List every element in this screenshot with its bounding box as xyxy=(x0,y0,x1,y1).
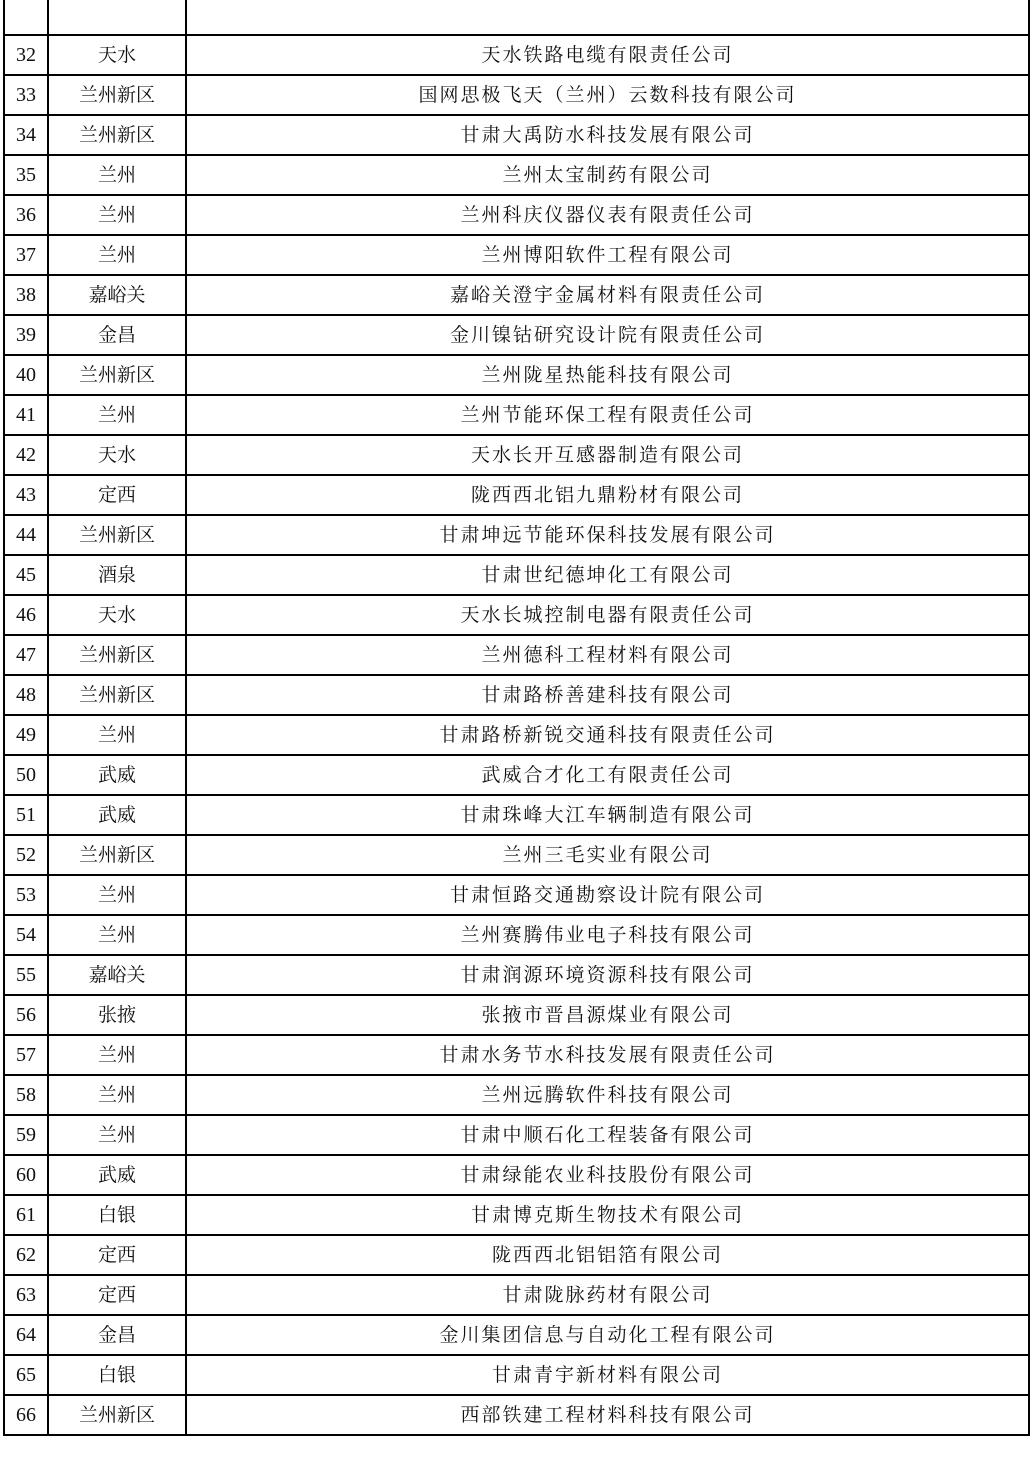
row-number-cell: 49 xyxy=(4,715,48,755)
region-cell: 兰州 xyxy=(48,715,186,755)
row-number-cell: 59 xyxy=(4,1115,48,1155)
table-row xyxy=(4,1355,1029,1395)
table-row xyxy=(4,555,1029,595)
row-number-cell: 57 xyxy=(4,1035,48,1075)
region-cell: 兰州 xyxy=(48,915,186,955)
region-cell: 兰州 xyxy=(48,235,186,275)
company-name-cell: 甘肃珠峰大江车辆制造有限公司 xyxy=(186,795,1029,835)
table-row-partial xyxy=(4,0,1029,35)
row-number-cell: 41 xyxy=(4,395,48,435)
region-cell: 兰州 xyxy=(48,875,186,915)
row-number-cell: 54 xyxy=(4,915,48,955)
region-cell: 兰州新区 xyxy=(48,635,186,675)
table-row xyxy=(4,755,1029,795)
table-row xyxy=(4,1035,1029,1075)
company-name-cell: 兰州远腾软件科技有限公司 xyxy=(186,1075,1029,1115)
row-number-cell: 65 xyxy=(4,1355,48,1395)
row-number-cell: 43 xyxy=(4,475,48,515)
row-number-cell: 52 xyxy=(4,835,48,875)
table-row xyxy=(4,1155,1029,1195)
row-number-cell: 61 xyxy=(4,1195,48,1235)
company-name-cell: 甘肃世纪德坤化工有限公司 xyxy=(186,555,1029,595)
table-row xyxy=(4,35,1029,75)
region-cell: 天水 xyxy=(48,595,186,635)
table-body xyxy=(4,0,1029,1435)
region-cell: 金昌 xyxy=(48,315,186,355)
region-cell: 定西 xyxy=(48,1235,186,1275)
table-row xyxy=(4,635,1029,675)
row-number-cell: 63 xyxy=(4,1275,48,1315)
company-name-cell: 甘肃青宇新材料有限公司 xyxy=(186,1355,1029,1395)
company-name-cell: 甘肃陇脉药材有限公司 xyxy=(186,1275,1029,1315)
table-row xyxy=(4,275,1029,315)
row-number-cell: 36 xyxy=(4,195,48,235)
company-name-cell: 天水长城控制电器有限责任公司 xyxy=(186,595,1029,635)
row-number-cell xyxy=(4,0,48,35)
table-row xyxy=(4,195,1029,235)
row-number-cell: 58 xyxy=(4,1075,48,1115)
company-name-cell: 张掖市晋昌源煤业有限公司 xyxy=(186,995,1029,1035)
row-number-cell: 64 xyxy=(4,1315,48,1355)
row-number-cell: 47 xyxy=(4,635,48,675)
region-cell xyxy=(48,0,186,35)
company-name-cell: 金川集团信息与自动化工程有限公司 xyxy=(186,1315,1029,1355)
company-name-cell: 嘉峪关澄宇金属材料有限责任公司 xyxy=(186,275,1029,315)
company-name-cell: 兰州三毛实业有限公司 xyxy=(186,835,1029,875)
region-cell: 兰州新区 xyxy=(48,515,186,555)
region-cell: 兰州新区 xyxy=(48,675,186,715)
region-cell: 兰州新区 xyxy=(48,75,186,115)
company-name-cell: 兰州德科工程材料有限公司 xyxy=(186,635,1029,675)
company-name-cell: 陇西西北铝九鼎粉材有限公司 xyxy=(186,475,1029,515)
table-row xyxy=(4,835,1029,875)
company-name-cell: 甘肃路桥善建科技有限公司 xyxy=(186,675,1029,715)
row-number-cell: 50 xyxy=(4,755,48,795)
table-row xyxy=(4,1315,1029,1355)
company-name-cell: 甘肃博克斯生物技术有限公司 xyxy=(186,1195,1029,1235)
region-cell: 兰州新区 xyxy=(48,355,186,395)
row-number-cell: 56 xyxy=(4,995,48,1035)
row-number-cell: 48 xyxy=(4,675,48,715)
region-cell: 金昌 xyxy=(48,1315,186,1355)
table-row xyxy=(4,235,1029,275)
row-number-cell: 39 xyxy=(4,315,48,355)
company-name-cell: 甘肃润源环境资源科技有限公司 xyxy=(186,955,1029,995)
row-number-cell: 37 xyxy=(4,235,48,275)
region-cell: 张掖 xyxy=(48,995,186,1035)
table-row xyxy=(4,675,1029,715)
table-row xyxy=(4,315,1029,355)
row-number-cell: 40 xyxy=(4,355,48,395)
company-name-cell: 甘肃中顺石化工程装备有限公司 xyxy=(186,1115,1029,1155)
table-row xyxy=(4,1235,1029,1275)
table-row xyxy=(4,515,1029,555)
table-row xyxy=(4,355,1029,395)
region-cell: 兰州 xyxy=(48,395,186,435)
region-cell: 嘉峪关 xyxy=(48,275,186,315)
company-name-cell: 甘肃恒路交通勘察设计院有限公司 xyxy=(186,875,1029,915)
row-number-cell: 35 xyxy=(4,155,48,195)
region-cell: 兰州新区 xyxy=(48,115,186,155)
company-name-cell: 天水长开互感器制造有限公司 xyxy=(186,435,1029,475)
company-name-cell: 武威合才化工有限责任公司 xyxy=(186,755,1029,795)
company-name-cell: 兰州节能环保工程有限责任公司 xyxy=(186,395,1029,435)
company-name-cell: 西部铁建工程材料科技有限公司 xyxy=(186,1395,1029,1435)
region-cell: 天水 xyxy=(48,35,186,75)
row-number-cell: 44 xyxy=(4,515,48,555)
region-cell: 天水 xyxy=(48,435,186,475)
table-row xyxy=(4,995,1029,1035)
company-name-cell: 兰州赛腾伟业电子科技有限公司 xyxy=(186,915,1029,955)
row-number-cell: 38 xyxy=(4,275,48,315)
table-row xyxy=(4,595,1029,635)
region-cell: 嘉峪关 xyxy=(48,955,186,995)
table-row xyxy=(4,875,1029,915)
row-number-cell: 33 xyxy=(4,75,48,115)
region-cell: 兰州新区 xyxy=(48,835,186,875)
table-row xyxy=(4,75,1029,115)
region-cell: 白银 xyxy=(48,1355,186,1395)
row-number-cell: 34 xyxy=(4,115,48,155)
table-row xyxy=(4,435,1029,475)
company-name-cell: 金川镍钴研究设计院有限责任公司 xyxy=(186,315,1029,355)
row-number-cell: 55 xyxy=(4,955,48,995)
table-row xyxy=(4,1195,1029,1235)
company-name-cell: 甘肃坤远节能环保科技发展有限公司 xyxy=(186,515,1029,555)
company-name-cell: 国网思极飞天（兰州）云数科技有限公司 xyxy=(186,75,1029,115)
table-row xyxy=(4,155,1029,195)
company-name-cell: 甘肃绿能农业科技股份有限公司 xyxy=(186,1155,1029,1195)
row-number-cell: 46 xyxy=(4,595,48,635)
table-row xyxy=(4,1395,1029,1435)
region-cell: 定西 xyxy=(48,1275,186,1315)
row-number-cell: 45 xyxy=(4,555,48,595)
row-number-cell: 60 xyxy=(4,1155,48,1195)
region-cell: 兰州 xyxy=(48,1075,186,1115)
company-name-cell: 甘肃水务节水科技发展有限责任公司 xyxy=(186,1035,1029,1075)
row-number-cell: 53 xyxy=(4,875,48,915)
table-row xyxy=(4,395,1029,435)
row-number-cell: 66 xyxy=(4,1395,48,1435)
row-number-cell: 32 xyxy=(4,35,48,75)
region-cell: 酒泉 xyxy=(48,555,186,595)
region-cell: 兰州 xyxy=(48,155,186,195)
region-cell: 兰州 xyxy=(48,195,186,235)
company-name-cell xyxy=(186,0,1029,35)
table-row xyxy=(4,795,1029,835)
region-cell: 白银 xyxy=(48,1195,186,1235)
region-cell: 兰州 xyxy=(48,1035,186,1075)
table-row xyxy=(4,1075,1029,1115)
region-cell: 武威 xyxy=(48,1155,186,1195)
row-number-cell: 42 xyxy=(4,435,48,475)
table-row xyxy=(4,475,1029,515)
row-number-cell: 62 xyxy=(4,1235,48,1275)
table-row xyxy=(4,1115,1029,1155)
company-name-cell: 陇西西北铝铝箔有限公司 xyxy=(186,1235,1029,1275)
company-name-cell: 兰州太宝制药有限公司 xyxy=(186,155,1029,195)
company-name-cell: 兰州科庆仪器仪表有限责任公司 xyxy=(186,195,1029,235)
table-row xyxy=(4,715,1029,755)
region-cell: 武威 xyxy=(48,795,186,835)
company-name-cell: 兰州博阳软件工程有限公司 xyxy=(186,235,1029,275)
enterprise-list-table xyxy=(3,0,1030,1436)
region-cell: 兰州 xyxy=(48,1115,186,1155)
table-row xyxy=(4,955,1029,995)
region-cell: 定西 xyxy=(48,475,186,515)
region-cell: 兰州新区 xyxy=(48,1395,186,1435)
row-number-cell: 51 xyxy=(4,795,48,835)
company-name-cell: 天水铁路电缆有限责任公司 xyxy=(186,35,1029,75)
table-row xyxy=(4,115,1029,155)
table-row xyxy=(4,915,1029,955)
region-cell: 武威 xyxy=(48,755,186,795)
table-row xyxy=(4,1275,1029,1315)
company-name-cell: 兰州陇星热能科技有限公司 xyxy=(186,355,1029,395)
company-name-cell: 甘肃路桥新锐交通科技有限责任公司 xyxy=(186,715,1029,755)
company-name-cell: 甘肃大禹防水科技发展有限公司 xyxy=(186,115,1029,155)
